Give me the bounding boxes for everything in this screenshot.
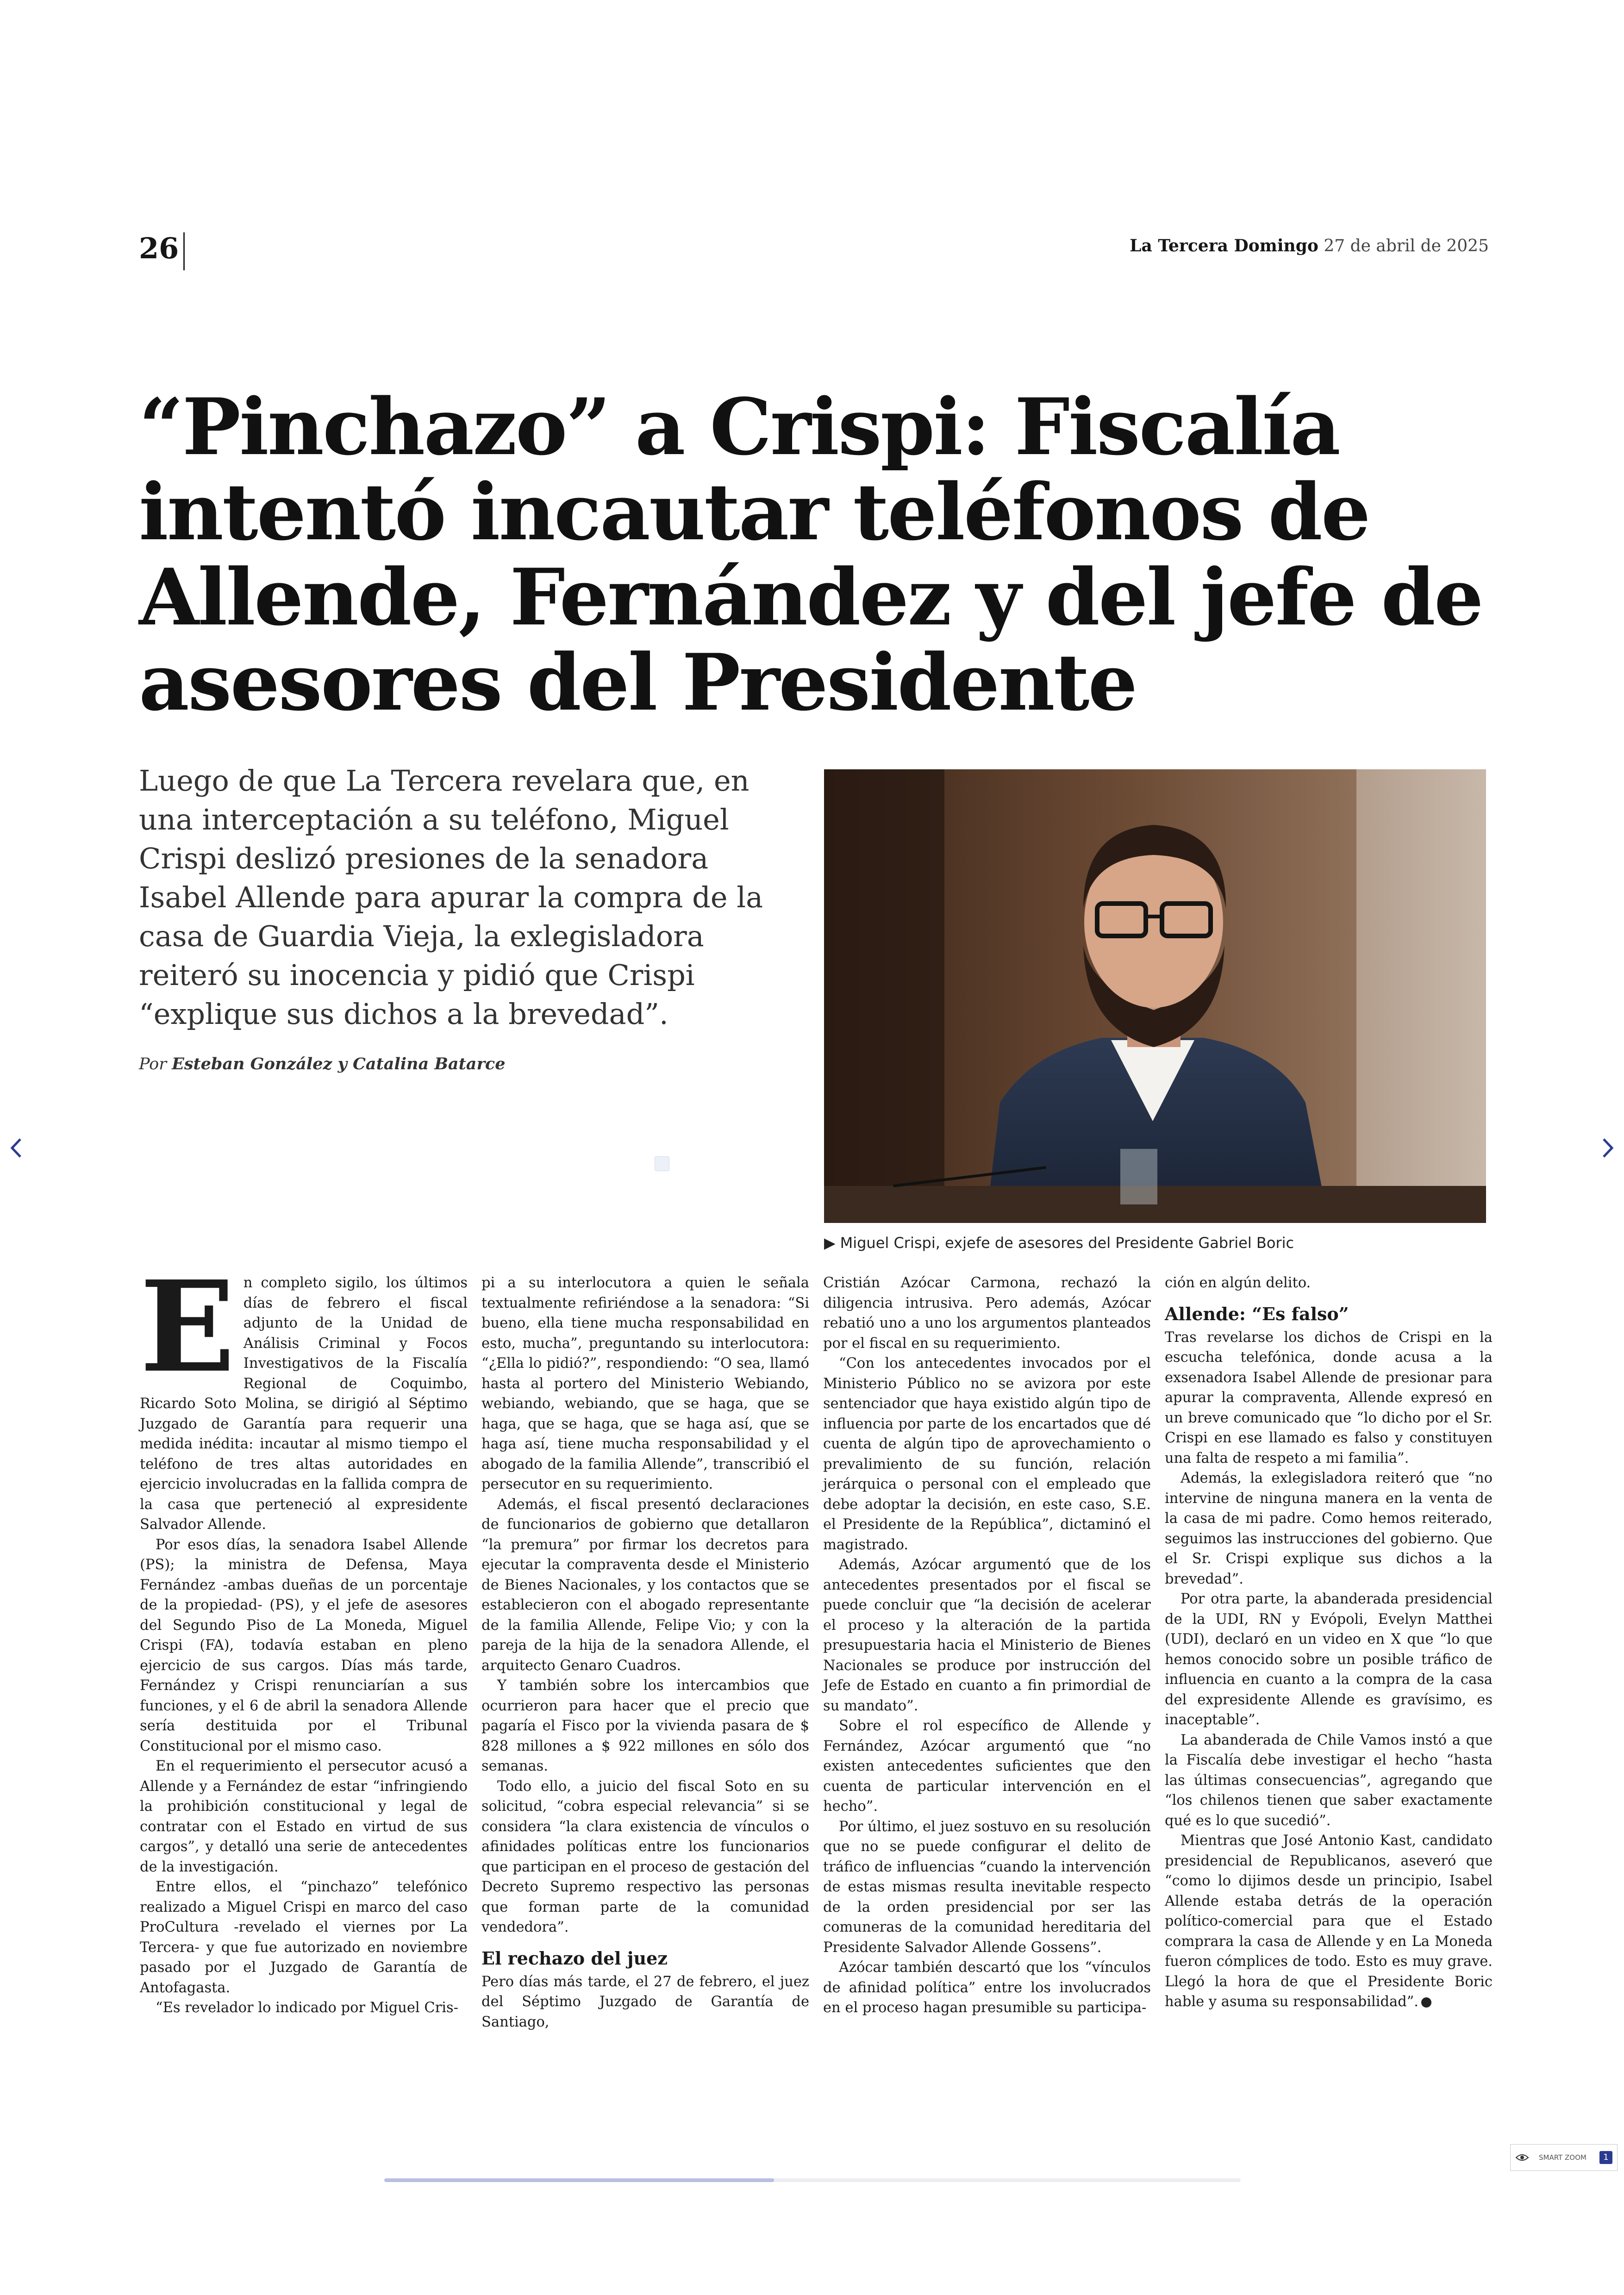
paragraph: “Con los antecedentes invocados por el Ministerio Público no se avizora por este sentenciador que haya existido algún tipo de influencia por parte de los encartados que dé cuenta de algún tipo de aprovechamiento o prevalimiento de su función, relación jerárquica o personal con el empleado que debe adoptar la decisión, en este caso, S.E. el Presidente de la República”, dictaminó el magistrado. (823, 1355, 1151, 1553)
paragraph: Tras revelarse los dichos de Crispi en la escucha telefónica, donde acusa a la exsenadora Isabel Allende de presionar para apurar la compraventa, Allende expresó en un breve comunicado que “lo dicho por el Sr. Crispi en ese llamado es falso y constituyen una falta de respeto a mi familia”. (1165, 1329, 1493, 1466)
paragraph: Además, Azócar argumentó que de los antecedentes presentados por el fiscal se puede concluir que “la decisión de acelerar el proceso y la alteración de la partida presupuestaria hacia el Ministerio de Bienes Nacionales se produce por instrucción del Jefe de Estado en cuanto a fin primordial de su mandato”. (823, 1557, 1151, 1714)
reading-progress-fill (384, 2178, 774, 2182)
article-column-2 (481, 1273, 809, 2032)
article-photo (824, 769, 1486, 1223)
paragraph: “Es revelador lo indicado por Miguel Cris- (156, 2000, 458, 2016)
chevron-left-icon (9, 1137, 23, 1159)
article-column-3 (823, 1273, 1151, 2018)
paragraph: pi a su interlocutora a quien le señala textualmente refiriéndose a la senadora: “Si bueno, ella tiene mucha responsabilidad en esto, mucha”, preguntando su interlocutora: “¿Ella lo pidió?”, respondiendo: “O sea, llamó hasta al portero del Ministerio Webiando, webiando, webiando, que se haga, que se haga, que se haga, que se haga así, que se haga así, tiene mucha responsabilidad y el abogado de la familia Allende”, transcribió el persecutor en su requerimiento. (481, 1275, 809, 1492)
page-center-marker (655, 1156, 669, 1171)
smart-zoom-badge: 1 (1599, 2151, 1612, 2164)
paragraph: Entre ellos, el “pinchazo” telefónico realizado a Miguel Crispi en marco del caso ProCultura -revelado el viernes por La Tercera- y que fue autorizado en noviembre pasado por el Juzgado de Garantía de Antofagasta. (140, 1879, 468, 1996)
paragraph: Por último, el juez sostuvo en su resolución que no se puede configurar el delito de tráfico de influencias “cuando la intervención de estas mismas resulta inevitable respecto de la orden presidencial por ser las comuneras de la comunidad hereditaria del Presidente Salvador Allende Gossens”. (823, 1818, 1151, 1956)
paragraph-last (1165, 1831, 1493, 2012)
eye-icon (1515, 2153, 1529, 2162)
subhead-allende: Allende: “Es falso” (1165, 1303, 1349, 1324)
paragraph: Cristián Azócar Carmona, rechazó la diligencia intrusiva. Pero además, Azócar rebatió uno a uno los argumentos planteados por el fiscal en su requerimiento. (823, 1275, 1151, 1352)
paragraph-text: Mientras que José Antonio Kast, candidato presidencial de Republicanos, aseveró que “como lo dijimos desde un principio, Isabel Allende estaba detrás de la operación político-comercial para que el Estado comprara la casa de Allende y en La Moneda fueron cómplices de todo. Esto es muy grave. Llegó la hora de que el Presidente Boric hable y asuma su responsabilidad”. (1165, 1833, 1493, 2010)
photo-caption (824, 1234, 1294, 1252)
paragraph: Pero días más tarde, el 27 de febrero, el juez del Séptimo Juzgado de Garantía de Santiago, (481, 1973, 809, 2030)
byline-authors: Esteban González y Catalina Batarce (172, 1054, 506, 1073)
article-headline: “Pinchazo” a Crispi: Fiscalía intentó incautar teléfonos de Allende, Fernández y del jefe de asesores del Presidente (139, 381, 1482, 728)
paragraph: n completo sigilo, los últimos días de febrero el fiscal adjunto de la Unidad de Análisis Criminal y Focos Investigativos de la Fiscalía Regional de Coquimbo, Ricardo Soto Molina, se dirigió al Séptimo Juzgado de Garantía para requerir una medida inédita: incautar al mismo tiempo el teléfono de tres altas autoridades en ejercicio involucradas en la fallida compra de la casa que perteneció al expresidente Salvador Allende. (140, 1275, 468, 1533)
paragraph: En el requerimiento el persecutor acusó a Allende y a Fernández de estar “infringiendo la prohibición constitucional y legal de contratar con el Estado en virtud de sus cargos”, y detalló una serie de antecedentes de la investigación. (140, 1758, 468, 1875)
byline (139, 1054, 505, 1073)
byline-prefix: Por (139, 1055, 167, 1073)
caption-triangle-icon: ▶ (824, 1234, 836, 1252)
photo-caption-text: Miguel Crispi, exjefe de asesores del Presidente Gabriel Boric (840, 1234, 1294, 1252)
paragraph: Por esos días, la senadora Isabel Allende (PS); la ministra de Defensa, Maya Fernández -ambas dueñas de un porcentaje de la propiedad- (PS), y el jefe de asesores del Segundo Piso de La Moneda, Miguel Crispi (FA), todavía estaban en pleno ejercicio de sus cargos. Días más tarde, Fernández y Crispi renunciarían a sus funciones, y el 6 de abril la senadora Allende sería destituida por el Tribunal Constitucional por el mismo caso. (140, 1536, 468, 1754)
paragraph: Azócar también descartó que los “vínculos de afinidad política” entre los involucrados en el proceso hagan presumible su participa- (823, 1959, 1151, 2016)
paragraph: Además, la exlegisladora reiteró que “no intervine de ninguna manera en la venta de la casa de mi padre. Como hemos reiterado, seguimos las instrucciones del gobierno. Que el Sr. Crispi explique sus dichos a la brevedad”. (1165, 1470, 1493, 1587)
portrait-illustration (824, 769, 1486, 1223)
end-of-article-icon (1421, 1997, 1431, 2008)
previous-page-button[interactable] (0, 1129, 32, 1166)
next-page-button[interactable] (1592, 1129, 1624, 1166)
smart-zoom-label: SMART ZOOM (1539, 2153, 1587, 2162)
paragraph: Además, el fiscal presentó declaraciones de funcionarios de gobierno que detallaron “la premura” por firmar los decretos para ejecutar la compraventa desde el Ministerio de Bienes Nacionales, y los contactos que se establecieron con el abogado representante de la familia Allende, Felipe Vio; y con la pareja de la hija de la senadora Allende, el arquitecto Genaro Cuadros. (481, 1496, 809, 1674)
article-deck: Luego de que La Tercera revelara que, en una interceptación a su teléfono, Miguel Crispi deslizó presiones de la senadora Isabel Allende para apurar la compra de la casa de Guardia Vieja, la exlegisladora reiteró su inocencia y pidió que Crispi “explique sus dichos a la brevedad”. (139, 764, 763, 1031)
paragraph: Sobre el rol específico de Allende y Fernández, Azócar argumentó que “no existen antecedentes suficientes que den cuenta de particular intervención en el hecho”. (823, 1718, 1151, 1815)
paragraph: La abanderada de Chile Vamos instó a que la Fiscalía debe investigar el hecho “hasta las últimas consecuencias”, agregando que “los chilenos tienen que saber exactamente qué es lo que sucedió”. (1165, 1732, 1493, 1829)
article-column-1 (140, 1253, 468, 2018)
chevron-right-icon (1601, 1137, 1615, 1159)
publication-date: 27 de abril de 2025 (1324, 237, 1489, 256)
paragraph: Por otra parte, la abanderada presidencial de la UDI, RN y Evópoli, Evelyn Matthei (UDI), declaró en un video en X que “lo que hemos conocido sobre un posible tráfico de influencia en cuanto a la compra de la casa del expresidente Allende es gravísimo, es inaceptable”. (1165, 1591, 1493, 1728)
page-number-divider (183, 232, 185, 270)
paragraph: ción en algún delito. (1165, 1275, 1311, 1291)
paragraph: Todo ello, a juicio del fiscal Soto en su solicitud, “cobra especial relevancia” si se considera “la clara existencia de vínculos o afinidades políticas entre los funcionarios que participan en el proceso de gestación del Decreto Supremo respectivo las personas que forman parte de la comunidad vendedora”. (481, 1778, 809, 1935)
publication-name: La Tercera Domingo (1130, 236, 1318, 256)
paragraph: Y también sobre los intercambios que ocurrieron para hacer que el precio que pagaría el Fisco por la vivienda pasara de $ 828 millones a $ 922 millones en sólo dos semanas. (481, 1678, 809, 1774)
drop-cap: E (140, 1253, 235, 1400)
article-column-4 (1165, 1273, 1493, 2012)
subhead-rechazo: El rechazo del juez (481, 1947, 668, 1969)
smart-zoom-button[interactable] (1510, 2144, 1618, 2171)
page-number: 26 (139, 231, 179, 265)
publication-line (1130, 236, 1489, 256)
